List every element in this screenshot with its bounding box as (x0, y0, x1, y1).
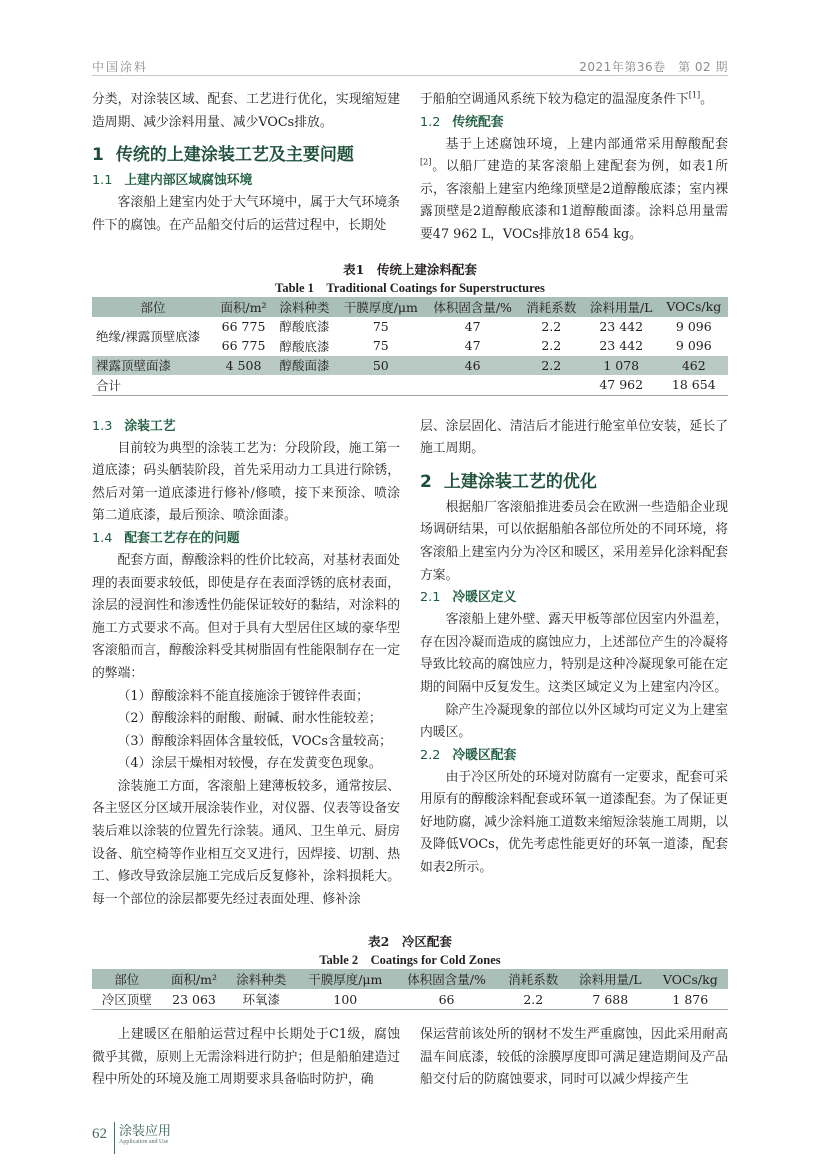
table-2 (92, 933, 728, 1010)
text-run: 涂装施工方面，客滚船上建薄板较多，通常按层、各主竖区分区域开展涂装作业，对仪器、仪表等设备安装后难以涂装的位置先行涂装。通风、卫生单元、厨房设备、航空椅等作业相互交叉进行，因焊接、切割、热工、修改导致涂层施工完成后反复修补，涂料损耗大。每一个部位的涂层都要先经过表面处理、修补涂 (92, 778, 400, 907)
text-run: （4）涂层干燥相对较慢，存在发黄变色现象。 (117, 756, 382, 772)
header-cell: VOCs/kg (660, 297, 728, 317)
subsection-heading (420, 587, 728, 609)
table-cell: 46 (426, 356, 520, 376)
header-cell: 体积固含量/% (426, 297, 520, 317)
table-cell: 醇酸底漆 (279, 319, 330, 335)
header-cell: VOCs/kg (653, 969, 728, 989)
table-1 (92, 261, 728, 396)
text-run: （1）醇酸涂料不能直接施涂于镀锌件表面； (117, 688, 369, 704)
section-name-cn: 涂装应用 (119, 1123, 172, 1139)
table-cell: 9 096 (675, 338, 712, 354)
text-section-top (92, 89, 728, 247)
text-run: （3）醇酸涂料固体含量较低，VOCs含量较高； (117, 733, 392, 749)
paragraph (92, 438, 400, 528)
header-cell: 涂料用量/L (583, 297, 660, 317)
heading-text: 配套工艺存在的问题 (124, 530, 240, 546)
table-header-row (92, 969, 728, 989)
text-run: 除产生冷凝现象的部位以外区域均可定义为上建室内暖区。 (420, 702, 728, 741)
text-run: 。以船厂建造的某客滚船上建配套为例，如表1所示，客滚船上建室内绝缘顶壁是2道醇酸底漆；室内裸露顶壁是2道醇酸底漆和1道醇酸面漆。涂料总用量需要47 962 L，VOCs排放18 654 kg。 (420, 159, 728, 242)
heading-number: 1 (92, 145, 104, 166)
header-cell: 消耗系数 (498, 969, 568, 989)
header-cell: 干膜厚度/μm (336, 297, 425, 317)
header-cell: 部位 (92, 297, 214, 317)
text-run: 层、涂层固化、清洁后才能进行舱室单位安装，延长了施工周期。 (420, 418, 728, 457)
table-cell: 醇酸面漆 (273, 356, 336, 376)
column-middle-right (420, 416, 728, 880)
table-1-title-en: Table 1 Traditional Coatings for Superstructures (275, 280, 545, 295)
paragraph (420, 416, 728, 461)
subsection-heading (92, 528, 400, 550)
heading-number: 2 (420, 471, 432, 492)
paragraph (420, 1024, 728, 1092)
table-cell: 4 508 (214, 356, 273, 376)
heading-number: 1.1 (92, 173, 113, 189)
table-cell: 47 (464, 318, 481, 334)
paragraph (420, 134, 728, 247)
heading-text: 冷暖区配套 (452, 747, 517, 763)
table-row (92, 356, 728, 376)
table-cell: 2.2 (541, 338, 562, 354)
header-cell: 面积/m² (214, 297, 273, 317)
table-cell: 23 442 (599, 338, 644, 354)
table-cell: 2.2 (520, 356, 583, 376)
table-cell: 1 078 (583, 356, 660, 376)
header-cell: 消耗系数 (520, 297, 583, 317)
text-run: 于船舶空调通风系统下较为稳定的温湿度条件下 (420, 92, 689, 107)
table-cell: 47 (464, 338, 481, 354)
list-item (92, 686, 400, 709)
paragraph (420, 89, 728, 112)
table-2-title-en: Table 2 Coatings for Cold Zones (319, 953, 501, 968)
table-cell: 75 (372, 338, 389, 354)
table-cell: 冷区顶壁 (101, 992, 152, 1008)
text-run: 配套方面，醇酸涂料的性价比较高，对基材表面处理的表面要求较低，即使是存在表面浮锈的底材表面，涂层的浸润性和渗透性仍能保证较好的黏结，对涂料的施工方式要求不高。但对于具有大型居住区域的豪华型客滚船而言，醇酸涂料受其树脂固有性能限制存在一定的弊端： (92, 552, 400, 681)
table-cell: 66 (438, 991, 455, 1007)
paragraph (92, 1024, 400, 1092)
subsection-heading (92, 416, 400, 438)
paragraph (420, 497, 728, 587)
table-2-grid (92, 969, 728, 1010)
list-item (92, 753, 400, 776)
paragraph (92, 192, 400, 237)
page-body (92, 0, 728, 1176)
heading-text: 传统的上建涂装工艺及主要问题 (115, 145, 354, 166)
header-cell: 涂料种类 (226, 969, 296, 989)
table-cell: 裸露顶壁面漆 (92, 356, 214, 376)
section-name-en: Application and Use (119, 1138, 169, 1145)
heading-number: 1.2 (420, 114, 441, 130)
header-cell: 体积固含量/% (395, 969, 499, 989)
heading-text: 冷暖区定义 (452, 590, 517, 606)
table-row (92, 989, 728, 1009)
text-run: 上建暖区在船舶运营过程中长期处于C1级，腐蚀微乎其微，原则上无需涂料进行防护；但是船舶建造过程中所处的环境及施工周期要求具备临时防护，确 (92, 1026, 400, 1088)
paragraph (92, 776, 400, 912)
heading-text: 上建涂装工艺的优化 (443, 471, 597, 492)
paragraph (420, 767, 728, 880)
text-run: 保运营前该处所的钢材不发生严重腐蚀，因此采用耐高温车间底漆，较低的涂膜厚度即可满足建造期间及产品船交付后的防腐蚀要求，同时可以减少焊接产生 (420, 1026, 728, 1088)
page-footer (92, 1122, 728, 1156)
table-cell: 18 654 (671, 377, 716, 393)
column-bottom-right (420, 1024, 728, 1092)
column-top-left (92, 89, 400, 237)
table-cell: 75 (372, 318, 389, 334)
header-cell: 部位 (92, 969, 162, 989)
table-cell: 绝缘/裸露顶壁底漆 (96, 329, 201, 345)
heading-number: 2.1 (420, 590, 441, 606)
heading-text: 涂装工艺 (124, 418, 176, 434)
text-run: 根据船厂客滚船推进委员会在欧洲一些造船企业现场调研结果，可以依据船舶各部位所处的不同环境，将客滚船上建室内分为冷区和暖区，采用差异化涂料配套方案。 (420, 499, 728, 583)
table-cell: 66 775 (221, 318, 266, 334)
text-section-bottom (92, 1024, 728, 1092)
paragraph (92, 550, 400, 686)
column-bottom-left (92, 1024, 400, 1092)
table-total-row (92, 375, 728, 395)
header-cell: 涂料种类 (273, 297, 336, 317)
paragraph (420, 700, 728, 745)
page-number: 62 (92, 1125, 107, 1142)
text-run: 分类，对涂装区域、配套、工艺进行优化，实现缩短建造周期、减少涂料用量、减少VOCs排放。 (92, 92, 400, 130)
text-run: 客滚船上建室内处于大气环境中，属于大气环境条件下的腐蚀。在产品船交付后的运营过程中，长期处 (92, 195, 400, 233)
heading-number: 1.3 (92, 418, 113, 434)
subsection-heading (92, 170, 400, 192)
table-cell: 9 096 (675, 318, 712, 334)
heading-number: 1.4 (92, 530, 113, 546)
text-run: 基于上述腐蚀环境，上建内部通常采用醇酸配套 (445, 136, 728, 152)
column-top-right (420, 89, 728, 247)
text-run: 由于冷区所处的环境对防腐有一定要求，配套可采用原有的醇酸涂料配套或环氧一道漆配套。为了保证更好地防腐，减少涂料施工道数来缩短涂装施工周期，以及降低VOCs，优先考虑性能更好的环氧一道漆，配套如表2所示。 (420, 769, 728, 876)
table-cell: 50 (336, 356, 425, 376)
citation-ref: [2] (420, 157, 432, 167)
table-cell: 23 442 (599, 318, 644, 334)
table-cell: 66 775 (221, 338, 266, 354)
paragraph (420, 609, 728, 699)
header-cell: 干膜厚度/μm (296, 969, 395, 989)
subsection-heading (420, 745, 728, 767)
column-middle-left (92, 416, 400, 912)
text-run: 目前较为典型的涂装工艺为：分段阶段，施工第一道底漆；码头舾装阶段，首先采用动力工具进行除锈，然后对第一道底漆进行修补/修喷，接下来预涂、喷涂第二道底漆，最后预涂、喷涂面漆。 (92, 440, 400, 524)
header-cell: 面积/m² (162, 969, 227, 989)
header-cell: 涂料用量/L (568, 969, 653, 989)
heading-text: 上建内部区域腐蚀环境 (124, 173, 253, 189)
table-cell: 47 962 (599, 377, 644, 393)
table-1-grid (92, 297, 728, 396)
table-cell: 2.2 (523, 991, 544, 1007)
heading-text: 传统配套 (452, 114, 504, 130)
table-cell: 23 063 (172, 991, 216, 1007)
table-header-row (92, 297, 728, 317)
table-2-title-cn: 表2 冷区配套 (368, 934, 452, 950)
table-cell: 100 (333, 991, 358, 1007)
table-cell: 1 876 (672, 991, 709, 1007)
subsection-heading (420, 112, 728, 134)
heading-number: 2.2 (420, 747, 441, 763)
table-row (92, 317, 728, 337)
table-cell: 7 688 (592, 991, 629, 1007)
text-run: 客滚船上建外壁、露天甲板等部位因室内外温差，存在因冷凝而造成的腐蚀应力，上述部位产生的冷凝将导致比较高的腐蚀应力，特别是这种冷凝现象可能在定期的间隔中反复发生。这类区域定义为上建室内冷区。 (420, 612, 728, 695)
footer-divider (114, 1122, 115, 1154)
list-item (92, 731, 400, 754)
issue-info: 2021年第36卷 第 02 期 (579, 60, 728, 74)
table-cell: 醇酸底漆 (279, 338, 330, 354)
table-1-title-cn: 表1 传统上建涂料配套 (343, 261, 477, 277)
list-item (92, 708, 400, 731)
text-run: （2）醇酸涂料的耐酸、耐碱、耐水性能较差； (117, 711, 382, 727)
journal-name: 中国涂料 (92, 60, 149, 74)
text-run: 。 (700, 92, 713, 107)
table-cell: 2.2 (541, 318, 562, 334)
table-cell: 环氧漆 (242, 992, 280, 1008)
section-heading (92, 140, 400, 170)
text-section-middle (92, 416, 728, 912)
section-heading (420, 467, 728, 497)
table-cell: 462 (660, 356, 728, 376)
citation-ref: [1] (688, 90, 701, 100)
paragraph (92, 89, 400, 134)
table-cell: 合计 (96, 377, 122, 393)
